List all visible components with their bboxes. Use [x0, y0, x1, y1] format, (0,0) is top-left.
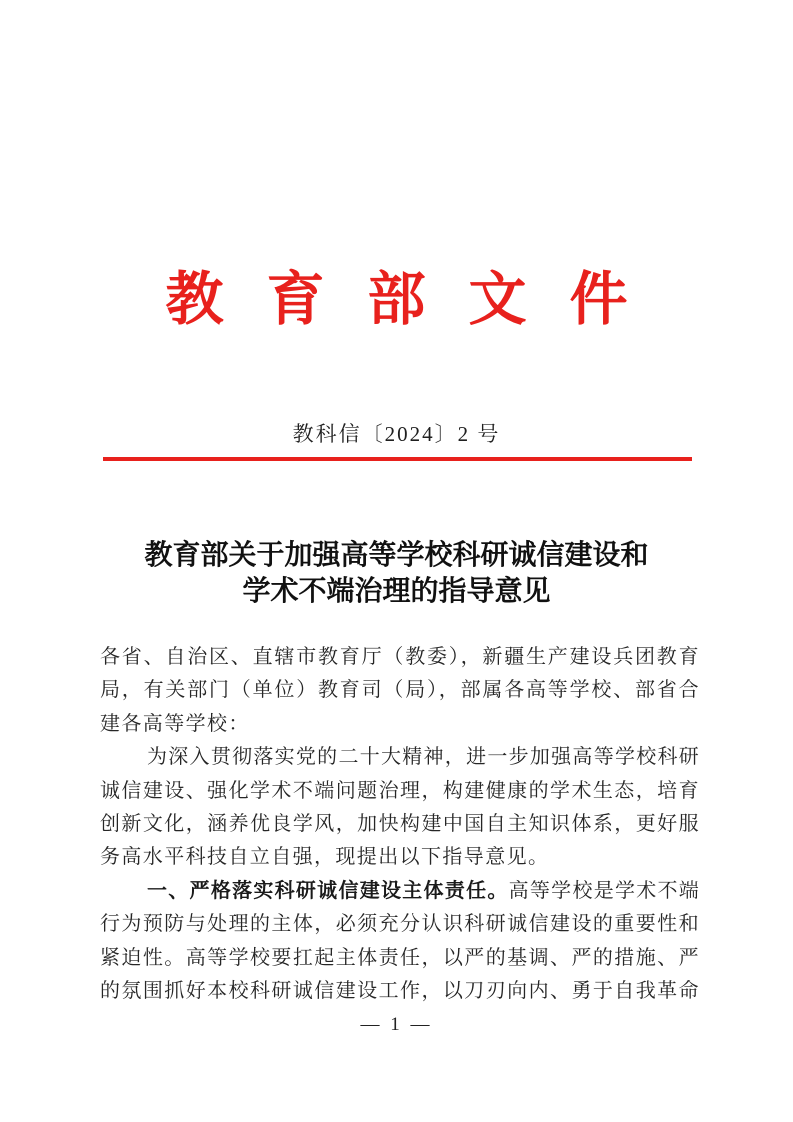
document-title-line2: 学术不端治理的指导意见 — [242, 576, 551, 607]
intro-line-2: 诚信建设、强化学术不端问题治理，构建健康的学术生态，培育 — [100, 779, 700, 802]
document-body — [100, 641, 700, 1008]
section1-heading-bold: 一、严格落实科研诚信建设主体责任。 — [147, 879, 509, 902]
salutation-line-1: 各省、自治区、直辖市教育厅（教委），新疆生产建设兵团教育 — [100, 646, 700, 668]
intro-line-4: 务高水平科技自立自强，现提出以下指导意见。 — [100, 846, 550, 869]
section1-line-1 — [100, 875, 700, 908]
red-divider-line — [103, 457, 692, 461]
document-title — [0, 538, 793, 610]
agency-header-title: 教育部文件 — [165, 267, 671, 332]
salutation-line-2: 局，有关部门（单位）教育司（局），部属各高等学校、部省合 — [100, 679, 700, 702]
intro-line-3: 创新文化，涵养优良学风，加快构建中国自主知识体系，更好服 — [100, 813, 700, 836]
section1-line-3: 紧迫性。高等学校要扛起主体责任，以严的基调、严的措施、严 — [100, 946, 700, 969]
intro-line-1: 为深入贯彻落实党的二十大精神，进一步加强高等学校科研 — [147, 746, 700, 769]
page-number: — 1 — — [360, 1014, 433, 1036]
document-title-line1: 教育部关于加强高等学校科研诚信建设和 — [144, 540, 649, 571]
section1-line-1-rest: 高等学校是学术不端 — [508, 879, 700, 902]
section1-line-4: 的氛围抓好本校科研诚信建设工作，以刀刃向内、勇于自我革命 — [100, 980, 700, 1003]
doc-number: 教科信〔2024〕2 号 — [292, 422, 501, 446]
salutation-line-3: 建各高等学校： — [100, 712, 250, 735]
section1-line-2: 行为预防与处理的主体，必须充分认识科研诚信建设的重要性和 — [100, 913, 700, 936]
